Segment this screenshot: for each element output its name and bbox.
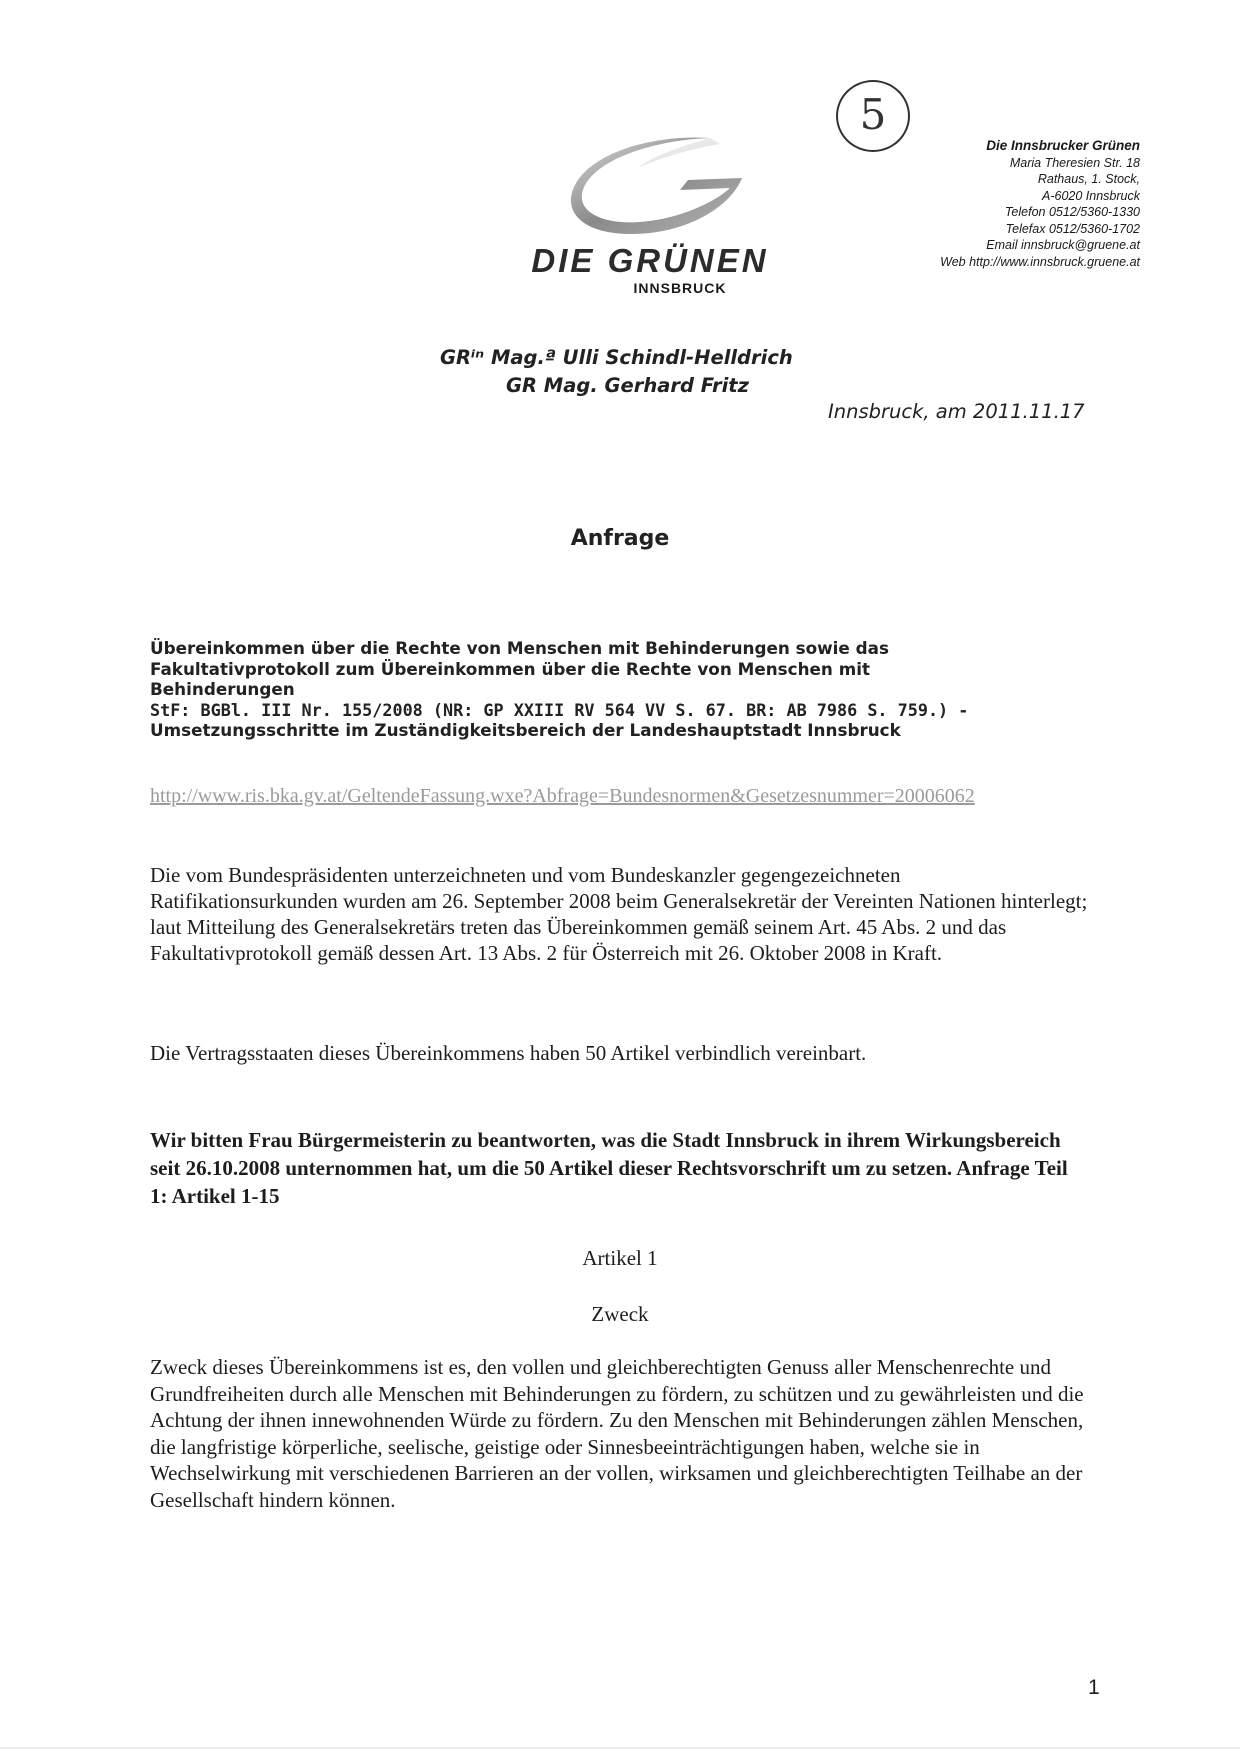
address-line: Rathaus, 1. Stock, xyxy=(1037,172,1140,186)
green-party-g-icon xyxy=(560,130,760,240)
subject-line: Umsetzungsschritte im Zuständigkeitsbereich der Landeshauptstadt Innsbruck xyxy=(150,720,901,740)
paragraph-articles: Die Vertragsstaaten dieses Übereinkommens haben 50 Artikel verbindlich vereinbart. xyxy=(150,1041,867,1065)
paragraph-request: Wir bitten Frau Bürgermeisterin zu beantworten, was die Stadt Innsbruck in ihrem Wirkungsbereich seit 26.10.2008 unternommen hat, um die 50 Artikel dieser Rechtsvorschrift um zu setzen. Anfrage Teil 1: Artikel 1-15 xyxy=(150,1128,1068,1208)
circled-page-marker: 5 xyxy=(836,80,910,152)
address-line: A-6020 Innsbruck xyxy=(1042,188,1140,203)
address-line: Email innsbruck@gruene.at xyxy=(986,238,1140,252)
article-number: Artikel 1 xyxy=(582,1246,658,1270)
address-block xyxy=(880,138,1140,270)
logo-city: INNSBRUCK xyxy=(633,280,727,296)
authors xyxy=(440,344,860,400)
subject-line: Behinderungen xyxy=(150,679,295,699)
address-line: Maria Theresien Str. 18 xyxy=(1009,155,1140,170)
legal-text-link[interactable]: http://www.ris.bka.gv.at/GeltendeFassung.wxe?Abfrage=Bundesnormen&Gesetzesnummer=20006062 xyxy=(150,785,975,807)
subject-block xyxy=(150,638,1100,741)
document-heading: Anfrage xyxy=(570,526,670,551)
article-title: Zweck xyxy=(591,1302,649,1326)
scan-edge-line xyxy=(0,1747,1240,1749)
address-line: Telefon 0512/5360-1330 xyxy=(1004,205,1140,219)
author-line: GR Mag. Gerhard Fritz xyxy=(506,374,749,397)
subject-line: StF: BGBl. III Nr. 155/2008 (NR: GP XXIII RV 564 VV S. 67. BR: AB 7986 S. 759.) - xyxy=(150,699,969,720)
page-number: 1 xyxy=(1088,1676,1100,1699)
address-line: Die Innsbrucker Grünen xyxy=(986,138,1140,153)
author-line: GRⁱⁿ Mag.ª Ulli Schindl-Helldrich xyxy=(440,346,793,369)
address-line: Telefax 0512/5360-1702 xyxy=(1005,221,1140,236)
address-line: Web http://www.innsbruck.gruene.at xyxy=(940,254,1140,269)
logo-name: DIE GRÜNEN xyxy=(531,242,769,279)
paragraph-ratification: Die vom Bundespräsidenten unterzeichneten und vom Bundeskanzler gegengezeichneten Ratifikationsurkunden wurden am 26. September 2008 beim Generalsekretär der Vereinten Nationen hinterlegt; laut Mitteilung des Generalsekretärs treten das Übereinkommen gemäß seinem Art. 45 Abs. 2 und das Fakultativprotokoll gemäß dessen Art. 13 Abs. 2 für Österreich mit 26. Oktober 2008 in Kraft. xyxy=(150,863,1088,965)
paragraph-purpose: Zweck dieses Übereinkommens ist es, den vollen und gleichberechtigten Genuss aller Menschenrechte und Grundfreiheiten durch alle Menschen mit Behinderungen zu fördern, zu schützen und zu gewährleisten und die Achtung der ihnen innewohnenden Würde zu fördern. Zu den Menschen mit Behinderungen zählen Menschen, die langfristige körperliche, seelische, geistige oder Sinnesbeeinträchtigungen haben, welche sie in Wechselwirkung mit verschiedenen Barrieren an der vollen, wirksamen und gleichberechtigten Teilhabe an der Gesellschaft hindern können. xyxy=(150,1355,1084,1512)
party-logo xyxy=(520,130,780,296)
subject-line: Fakultativprotokoll zum Übereinkommen über die Rechte von Menschen mit xyxy=(150,658,870,679)
document-date: Innsbruck, am 2011.11.17 xyxy=(828,400,1085,423)
subject-line: Übereinkommen über die Rechte von Menschen mit Behinderungen sowie das xyxy=(150,638,889,658)
